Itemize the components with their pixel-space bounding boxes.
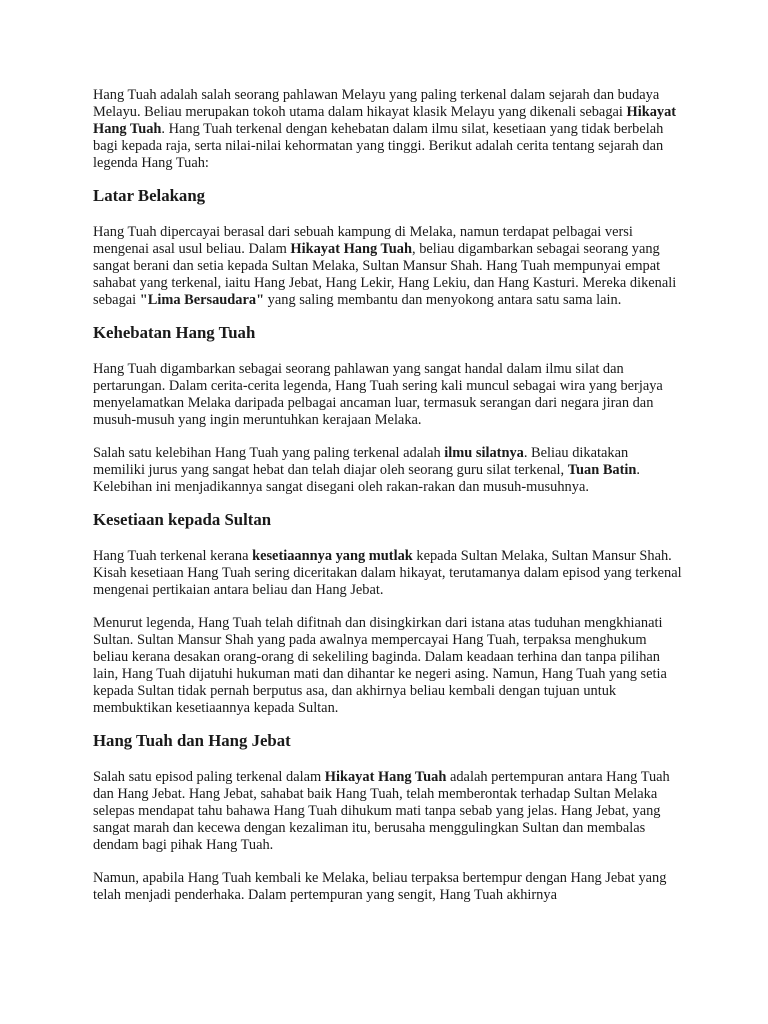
kesetiaan-bold-mutlak: kesetiaannya yang mutlak xyxy=(252,548,413,564)
latar-text: , beliau digambarkan sebagai seorang yang sangat berani dan setia kepada Sultan Melaka, Sultan Mansur Shah. Hang Tuah mempunyai empat sahabat yang terkenal, iaitu Hang Jebat, Hang Lekir, Hang Lekiu, dan Hang Kasturi. Mereka dikenali sebagai xyxy=(93,241,677,308)
heading-hang-jebat: Hang Tuah dan Hang Jebat xyxy=(93,731,291,750)
heading-latar-belakang: Latar Belakang xyxy=(93,186,206,205)
jebat-bold-hikayat: Hikayat Hang Tuah xyxy=(324,769,447,785)
kesetiaan-paragraph-2: Menurut legenda, Hang Tuah telah difitnah dan disingkirkan dari istana atas tuduhan mengkhianati Sultan. Sultan Mansur Shah yang pada awalnya mempercayai Hang Tuah, terpaksa menghukum beliau kerana desakan orang-orang di sekeliling baginda. Dalam keadaan terhina dan tanpa pilihan lain, Hang Tuah dijatuhi hukuman mati dan dihantar ke negeri asing. Namun, Hang Tuah yang setia kepada Sultan tidak pernah berputus asa, dan akhirnya beliau kembali dengan tujuan untuk membuktikan kesetiaannya kepada Sultan. xyxy=(93,615,667,716)
kehebatan-text: Salah satu kelebihan Hang Tuah yang paling terkenal adalah xyxy=(93,445,445,461)
kehebatan-paragraph-2 xyxy=(93,445,683,496)
intro-paragraph xyxy=(93,87,683,172)
kesetiaan-paragraph-1 xyxy=(93,548,683,599)
kehebatan-bold-ilmu-silat: ilmu silatnya xyxy=(444,445,524,461)
latar-text: yang saling membantu dan menyokong antara satu sama lain. xyxy=(264,292,622,308)
jebat-text: adalah pertempuran antara Hang Tuah dan Hang Jebat. Hang Jebat, sahabat baik Hang Tuah, telah memberontak terhadap Sultan Melaka selepas mendapat tahu bahawa Hang Tuah dihukum mati tanpa sebab yang jelas. Hang Jebat, yang sangat marah dan kecewa dengan kezaliman itu, berusaha menggulingkan Sultan dan membalas dendam bagi pihak Hang Tuah. xyxy=(93,769,670,853)
intro-bold-hikayat: Hikayat Hang Tuah xyxy=(93,104,677,137)
intro-text: . Hang Tuah terkenal dengan kehebatan dalam ilmu silat, kesetiaan yang tidak berbelah bagi kepada raja, serta nilai-nilai kehormatan yang tinggi. Berikut adalah cerita tentang sejarah dan legenda Hang Tuah: xyxy=(93,121,664,171)
kehebatan-text: . Beliau dikatakan memiliki jurus yang sangat hebat dan telah diajar oleh seorang guru silat terkenal, xyxy=(93,445,629,478)
jebat-paragraph-1 xyxy=(93,769,683,854)
kehebatan-paragraph-1: Hang Tuah digambarkan sebagai seorang pahlawan yang sangat handal dalam ilmu silat dan pertarungan. Dalam cerita-cerita legenda, Hang Tuah sering kali muncul sebagai wira yang berjaya menyelamatkan Melaka daripada pelbagai ancaman luar, termasuk serangan dari negara jiran dan musuh-musuh yang ingin meruntuhkan kerajaan Melaka. xyxy=(93,361,663,428)
latar-text: Hang Tuah dipercayai berasal dari sebuah kampung di Melaka, namun terdapat pelbagai versi mengenai asal usul beliau. Dalam xyxy=(93,224,633,257)
jebat-paragraph-2: Namun, apabila Hang Tuah kembali ke Melaka, beliau terpaksa bertempur dengan Hang Jebat yang telah menjadi penderhaka. Dalam pertempuran yang sengit, Hang Tuah akhirnya xyxy=(93,870,667,903)
intro-text: Hang Tuah adalah salah seorang pahlawan Melayu yang paling terkenal dalam sejarah dan budaya Melayu. Beliau merupakan tokoh utama dalam hikayat klasik Melayu yang dikenali sebagai xyxy=(93,87,660,120)
heading-kesetiaan: Kesetiaan kepada Sultan xyxy=(93,510,272,529)
jebat-text: Salah satu episod paling terkenal dalam xyxy=(93,769,325,785)
document-page xyxy=(93,87,683,904)
kesetiaan-text: kepada Sultan Melaka, Sultan Mansur Shah. Kisah kesetiaan Hang Tuah sering diceritakan dalam hikayat, terutamanya dalam episod yang terkenal mengenai pertikaian antara beliau dan Hang Jebat. xyxy=(93,548,682,598)
latar-paragraph xyxy=(93,224,683,309)
latar-bold-hikayat: Hikayat Hang Tuah xyxy=(290,241,412,257)
kehebatan-text: . Kelebihan ini menjadikannya sangat disegani oleh rakan-rakan dan musuh-musuhnya. xyxy=(93,462,641,495)
kehebatan-bold-tuan-batin: Tuan Batin xyxy=(567,462,637,478)
heading-kehebatan: Kehebatan Hang Tuah xyxy=(93,323,256,342)
latar-bold-lima-bersaudara: "Lima Bersaudara" xyxy=(139,292,265,308)
kesetiaan-text: Hang Tuah terkenal kerana xyxy=(93,548,253,564)
